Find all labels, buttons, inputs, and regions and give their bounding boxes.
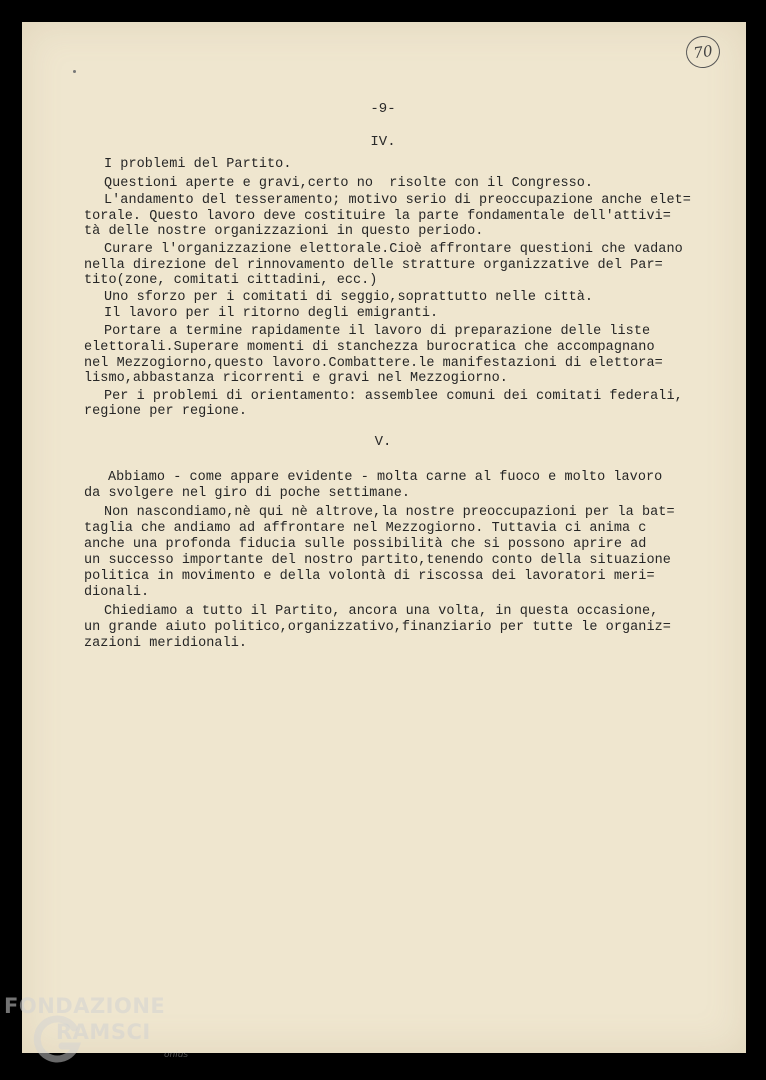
text-line: Chiediamo a tutto il Partito, ancora una volta, in questa occasione, (104, 604, 659, 619)
text-line: Uno sforzo per i comitati di seggio,soprattutto nelle città. (104, 290, 594, 305)
watermark-line2: RAMSCI (56, 1020, 151, 1044)
text-line: Non nascondiamo,nè qui nè altrove,la nostre preoccupazioni per la bat= (104, 505, 675, 520)
text-line: politica in movimento e della volontà di riscossa dei lavoratori meri= (84, 569, 655, 584)
text-line: Il lavoro per il ritorno degli emigranti. (104, 306, 439, 321)
text-line: regione per regione. (84, 404, 248, 419)
text-line: taglia che andiamo ad affrontare nel Mezzogiorno. Tuttavia ci anima c (84, 521, 647, 536)
text-line: anche una profonda fiducia sulle possibilità che si possono aprire ad (84, 537, 647, 552)
text-line: elettorali.Superare momenti di stanchezza burocratica che accompagnano (84, 340, 655, 355)
section-heading-iv: IV. (370, 134, 396, 150)
text-line: tito(zone, comitati cittadini, ecc.) (84, 273, 378, 288)
text-line: un grande aiuto politico,organizzativo,finanziario per tutte le organiz= (84, 620, 671, 635)
watermark-line1: FONDAZIONE (4, 994, 166, 1018)
text-line: Per i problemi di orientamento: assemblee comuni dei comitati federali, (104, 389, 683, 404)
text-line: tà delle nostre organizzazioni in questo periodo. (84, 224, 484, 239)
text-line: un successo importante del nostro partito,tenendo conto della situazione (84, 553, 671, 568)
text-line: zazioni meridionali. (84, 636, 248, 651)
text-line: Questioni aperte e gravi,certo no risolte con il Congresso. (104, 176, 594, 191)
text-line: Portare a termine rapidamente il lavoro di preparazione delle liste (104, 324, 651, 339)
archive-number: 70 (692, 41, 714, 63)
text-line: L'andamento del tesseramento; motivo serio di preoccupazione anche elet= (104, 193, 691, 208)
text-line: Curare l'organizzazione elettorale.Cioè affrontare questioni che vadano (104, 242, 683, 257)
text-line: Abbiamo - come appare evidente - molta carne al fuoco e molto lavoro (108, 470, 663, 485)
text-line: I problemi del Partito. (104, 157, 292, 172)
fondazione-gramsci-watermark (4, 994, 204, 1074)
text-line: lismo,abbastanza ricorrenti e gravi nel Mezzogiorno. (84, 371, 508, 386)
text-line: nella direzione del rinnovamento delle stratture organizzative del Par= (84, 258, 663, 273)
section-heading-v: V. (374, 434, 392, 450)
watermark-sub: onlus (164, 1050, 189, 1060)
text-line: nel Mezzogiorno,questo lavoro.Combattere.le manifestazioni di elettora= (84, 356, 663, 371)
text-line: da svolgere nel giro di poche settimane. (84, 486, 411, 501)
page-number: -9- (370, 101, 396, 117)
paper-speck (73, 70, 76, 73)
text-line: torale. Questo lavoro deve costituire la parte fondamentale dell'attivi= (84, 209, 671, 224)
text-line: dionali. (84, 585, 150, 600)
